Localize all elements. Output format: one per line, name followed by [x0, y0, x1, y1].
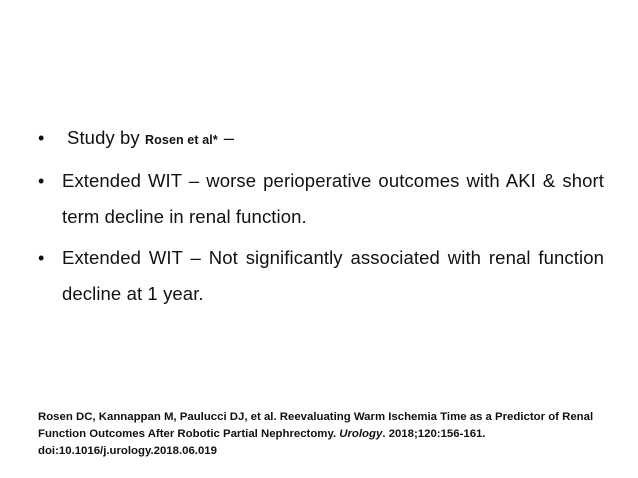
bullet-extended-wit-not-significant	[38, 240, 604, 312]
bullet-text: Extended WIT – worse perioperative outcomes with AKI & short term decline in renal function.	[62, 170, 604, 227]
reference-authors-title: Rosen DC, Kannappan M, Paulucci DJ, et al. Reevaluating Warm Ischemia Time as a Predictor of Renal Function Outcomes After Robotic Partial Nephrectomy.	[38, 411, 594, 440]
reference-details: . 2018;120:156-161. doi:10.1016/j.urology.2018.06.019	[38, 428, 486, 457]
bullet-text	[62, 120, 234, 158]
bullet-extended-wit-worse	[38, 163, 604, 235]
bullet-study-by	[38, 120, 604, 158]
bullet-prefix: Study by	[67, 127, 146, 148]
bullet-list	[38, 120, 604, 317]
bullet-text: Extended WIT – Not significantly associated with renal function decline at 1 year.	[62, 247, 604, 304]
reference-journal: Urology	[339, 428, 383, 440]
bullet-marker: •	[38, 248, 45, 268]
bullet-marker: •	[38, 171, 45, 191]
reference-citation	[38, 409, 613, 460]
bullet-dash: –	[223, 127, 235, 148]
bullet-author: Rosen et al*	[145, 133, 218, 147]
bullet-marker: •	[38, 128, 45, 148]
